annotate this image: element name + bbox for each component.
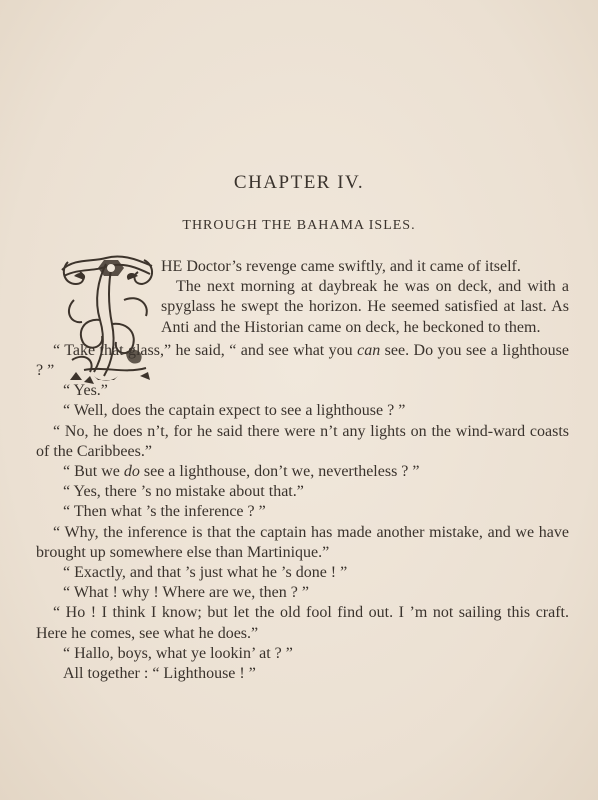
- chapter-heading: CHAPTER IV.: [233, 172, 365, 193]
- paragraph: “ Yes, there ’s no mistake about that.”: [63, 483, 304, 501]
- paragraph: “ Exactly, and that ’s just what he ’s done ! ”: [63, 564, 348, 582]
- chapter-title: THROUGH THE BAHAMA ISLES.: [182, 218, 416, 233]
- paragraph: The next morning at daybreak he was on deck, and with a spyglass he swept the horizon. He seemed satisfied at last. As Anti and the Historian came on deck, he beckoned to them.: [161, 278, 569, 336]
- body-text: [36, 257, 569, 684]
- paragraph: All together : “ Lighthouse ! ”: [63, 665, 256, 683]
- paragraph: “ Then what ’s the inference ? ”: [63, 503, 266, 521]
- paragraph: “ Hallo, boys, what ye lookin’ at ? ”: [63, 644, 293, 662]
- paragraph: “ Well, does the captain expect to see a lighthouse ? ”: [63, 402, 406, 420]
- paragraph: “ Take that glass,” he said, “ and see what you can see. Do you see a lighthouse ? ”: [36, 341, 570, 380]
- paragraph: “ Yes.”: [63, 382, 108, 400]
- paragraph: “ What ! why ! Where are we, then ? ”: [63, 584, 309, 602]
- paragraph: “ No, he does n’t, for he said there were n’t any lights on the wind-ward coasts of the Caribbees.”: [36, 422, 569, 460]
- paragraph: “ But we do see a lighthouse, don’t we, nevertheless ? ”: [63, 463, 420, 481]
- paragraph: “ Why, the inference is that the captain has made another mistake, and we have brought up somewhere else than Martinique.”: [36, 523, 569, 561]
- paragraph: “ Ho ! I think I know; but let the old fool find out. I ’m not sailing this craft. Here he comes, see what he does.”: [36, 604, 569, 642]
- paragraph: HE Doctor’s revenge came swiftly, and it came of itself.: [161, 258, 521, 275]
